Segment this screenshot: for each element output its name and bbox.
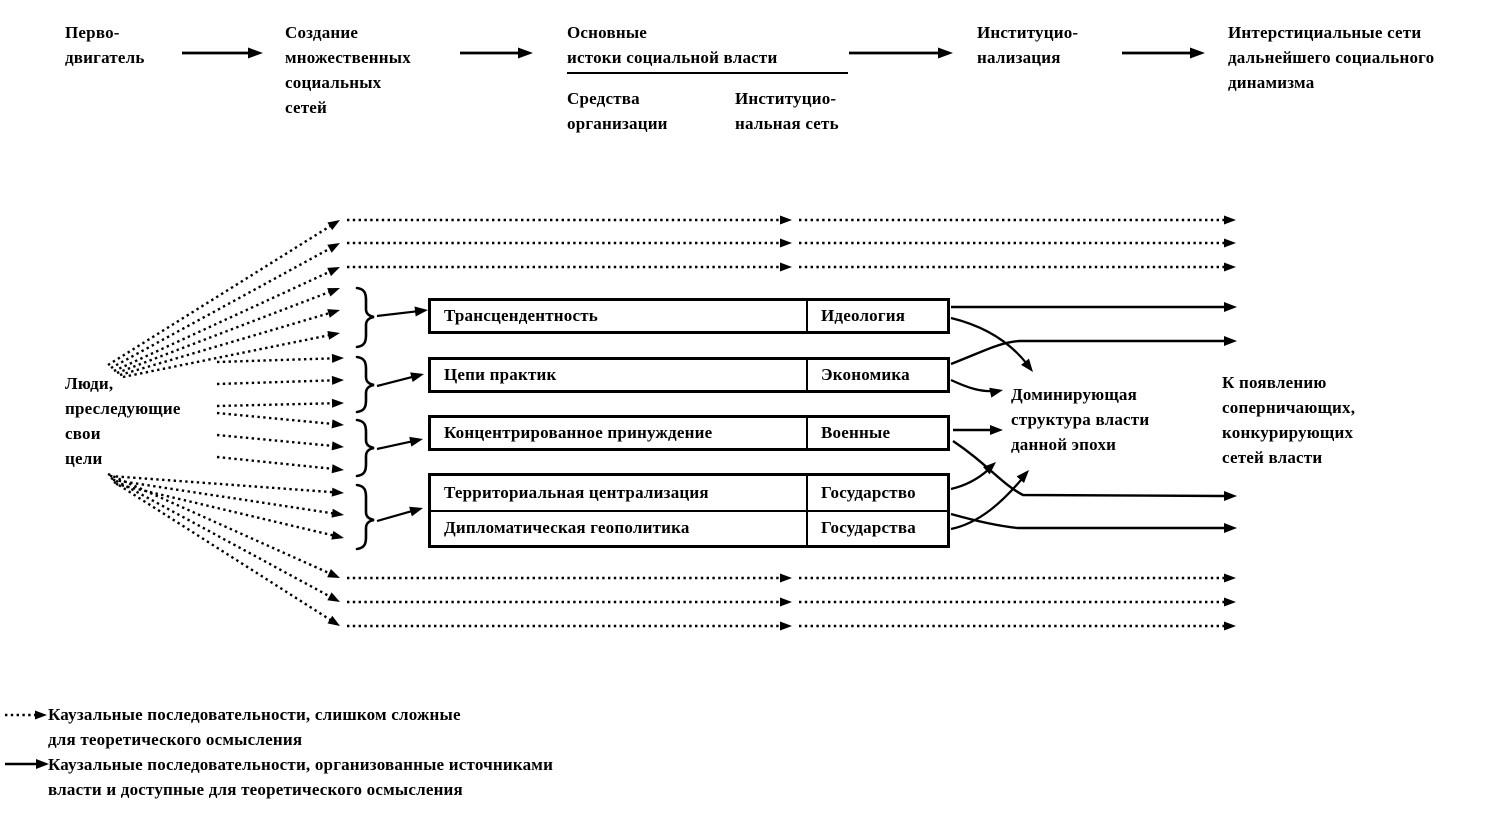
arrow-state-forward (951, 514, 1224, 528)
box-ideology (428, 298, 950, 334)
dotted-causal-arrow-13-head (332, 488, 345, 498)
arrow-ideology-forward-head (1224, 302, 1237, 312)
legend-dotted-label: Каузальные последовательности, слишком сложные для теоретического осмысления (48, 705, 461, 749)
dotted-causal-arrow-9 (217, 403, 334, 406)
label-interstitial-networks: Интерстициальные сети дальнейшего социального динамизма (1228, 23, 1435, 92)
row-diplomatic-geopolitics (431, 512, 947, 546)
dotted-causal-arrow-12 (217, 457, 334, 469)
arrow-states-to-dominant-head (1017, 467, 1033, 483)
brace-1 (357, 288, 374, 347)
cell-transcendence: Трансцендентность (431, 301, 808, 331)
legend-dotted-arrow-icon-head (35, 711, 47, 720)
label-networks-creation: Создание множественных социальных сетей (285, 23, 411, 117)
dotted-causal-arrow-12-head (332, 464, 345, 474)
arrow-economy-to-dominant-head (989, 385, 1004, 397)
dotted-causal-arrow-1 (108, 225, 332, 365)
dotted-causal-arrow-2 (111, 248, 331, 368)
dotted-causal-arrow-10 (217, 413, 334, 424)
header-arrow-2-head (518, 48, 533, 59)
arrow-economy-forward-head (1224, 336, 1237, 346)
box-economy (428, 357, 950, 393)
dotted-row-mid-3-head (780, 263, 792, 272)
label-means-of-organization: Средства организации (567, 89, 668, 133)
label-rival-power-networks: К появлению соперничающих, конкурирующих сетей власти (1222, 373, 1356, 467)
label-dominant-power-structure: Доминирующая структура власти данной эпохи (1011, 385, 1150, 454)
cell-practice-chains: Цепи практик (431, 360, 808, 390)
dotted-causal-arrow-7-head (332, 354, 344, 363)
cell-diplomatic-geopolitics: Дипломатическая геополитика (431, 512, 808, 546)
dotted-causal-arrow-11-head (332, 441, 345, 451)
dotted-row-mid-6-head (780, 622, 792, 631)
box-state (428, 473, 950, 548)
brace-arrow-4 (377, 511, 412, 521)
dotted-causal-arrow-17-head (327, 592, 342, 606)
brace-arrow-2-head (410, 369, 425, 382)
dotted-row-end-3-head (1224, 263, 1236, 272)
dotted-causal-arrow-10-head (332, 419, 345, 429)
cell-military: Военные (821, 423, 891, 442)
cell-territorial-centralization: Территориальная централизация (431, 476, 808, 510)
cell-state: Государство (821, 482, 916, 502)
legend-solid-label: Каузальные последовательности, организованные источниками власти и доступные для теоретического осмысления (48, 755, 554, 799)
dotted-causal-arrow-18-head (327, 616, 342, 630)
dotted-row-end-6-head (1224, 622, 1236, 631)
dotted-causal-arrow-15-head (331, 531, 345, 543)
dotted-row-end-4-head (1224, 574, 1236, 583)
arrow-military-forward-head (1224, 491, 1237, 501)
arrow-state-forward-head (1224, 523, 1237, 533)
power-sources-underline (567, 72, 848, 74)
brace-4 (357, 485, 374, 549)
label-prime-mover: Перво- двигатель (65, 23, 145, 67)
dotted-causal-arrow-7 (217, 358, 334, 362)
dotted-causal-arrow-14-head (331, 509, 344, 520)
dotted-causal-arrow-18 (114, 482, 332, 621)
dotted-causal-arrow-9-head (332, 399, 344, 408)
header-arrow-3-head (938, 48, 953, 59)
dotted-causal-arrow-17 (111, 478, 331, 597)
arrow-economy-forward (951, 341, 1224, 364)
dotted-causal-arrow-8-head (332, 376, 344, 385)
header-arrow-4-head (1190, 48, 1205, 59)
brace-3 (357, 420, 374, 476)
cell-states: Государства (821, 518, 916, 538)
brace-arrow-1-head (415, 305, 429, 316)
dotted-causal-arrow-16-head (327, 569, 342, 582)
dotted-causal-arrow-5-head (327, 306, 341, 318)
dotted-causal-arrow-3-head (327, 263, 342, 276)
label-institutional-network: Институцио- нальная сеть (735, 89, 839, 133)
dotted-row-mid-1-head (780, 216, 792, 225)
dotted-row-end-1-head (1224, 216, 1236, 225)
cell-economy: Экономика (821, 365, 910, 384)
box-military (428, 415, 950, 451)
label-people-pursuing-goals: Люди, преследующие свои цели (65, 374, 181, 468)
dotted-causal-arrow-4-head (327, 284, 341, 297)
dotted-causal-arrow-1-head (327, 216, 342, 230)
label-power-sources: Основные истоки социальной власти (567, 23, 778, 67)
label-institutionalization: Институцио- нализация (977, 23, 1079, 67)
dotted-causal-arrow-6-head (327, 329, 341, 340)
dotted-row-end-2-head (1224, 239, 1236, 248)
cell-concentrated-coercion: Концентрированное принуждение (431, 418, 808, 448)
dotted-causal-arrow-8 (217, 380, 334, 384)
dotted-row-mid-2-head (780, 239, 792, 248)
dotted-causal-arrow-11 (217, 435, 334, 446)
brace-arrow-1 (377, 311, 417, 316)
brace-arrow-2 (377, 377, 413, 386)
brace-arrow-3-head (409, 434, 424, 447)
dotted-causal-arrow-15 (116, 484, 334, 536)
dotted-causal-arrow-5 (120, 313, 330, 375)
arrow-state-to-dominant (951, 470, 988, 489)
row-territorial-centralization (431, 476, 947, 512)
dotted-row-mid-4-head (780, 574, 792, 583)
dotted-row-end-5-head (1224, 598, 1236, 607)
brace-arrow-4-head (409, 503, 424, 516)
brace-arrow-3 (377, 441, 412, 449)
dotted-causal-arrow-2-head (327, 239, 342, 253)
cell-ideology: Идеология (821, 306, 906, 325)
arrow-economy-to-dominant (951, 380, 994, 391)
header-arrow-1-head (248, 48, 263, 59)
brace-2 (357, 357, 374, 412)
dotted-row-mid-5-head (780, 598, 792, 607)
arrow-military-to-dominant-head (990, 425, 1003, 435)
